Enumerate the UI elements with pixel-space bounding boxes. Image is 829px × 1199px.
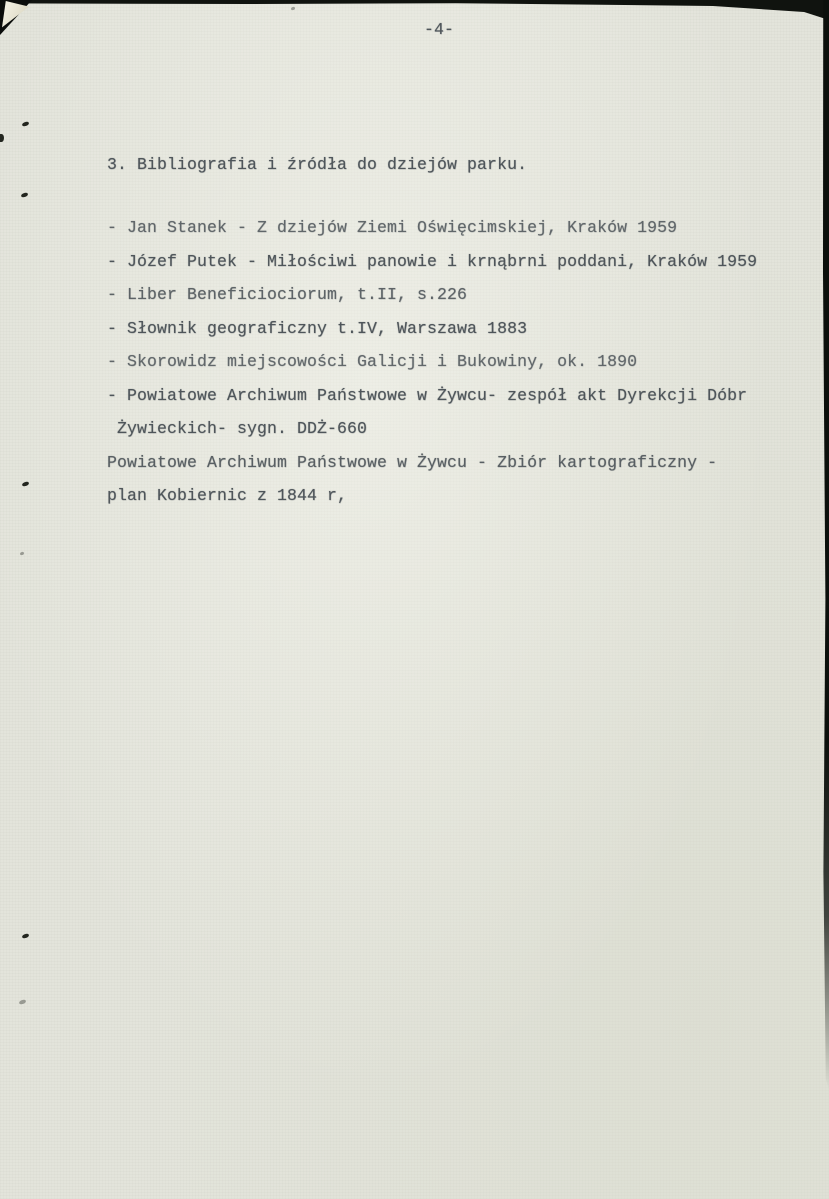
ink-speck (22, 481, 30, 487)
ink-speck (19, 999, 27, 1005)
scan-edge-right (821, 0, 829, 1090)
ink-speck (20, 552, 25, 556)
ink-speck (22, 933, 30, 939)
ink-speck (291, 7, 296, 11)
ink-speck (0, 134, 4, 142)
bibliography-line: - Jan Stanek - Z dziejów Ziemi Oświęcimskiej, Kraków 1959 (107, 218, 678, 237)
bibliography-line: - Powiatowe Archiwum Państwowe w Żywcu- zespół akt Dyrekcji Dóbr (107, 385, 748, 405)
bibliography-list (107, 211, 807, 513)
bibliography-line: plan Kobiernic z 1844 r, (107, 486, 348, 505)
ink-speck (22, 121, 30, 127)
bibliography-line: - Słownik geograficzny t.IV, Warszawa 1883 (107, 318, 528, 338)
section-heading: 3. Bibliografia i źródła do dziejów parku. (107, 155, 528, 174)
bibliography-line: Żywieckich- sygn. DDŻ-660 (117, 419, 368, 438)
scan-edge-top (0, 0, 829, 20)
bibliography-line: - Skorowidz miejscowości Galicji i Bukowiny, ok. 1890 (107, 352, 638, 371)
page-number: -4- (424, 20, 455, 39)
ink-speck (21, 192, 29, 198)
bibliography-line: - Józef Putek - Miłościwi panowie i krnąbrni poddani, Kraków 1959 (107, 251, 758, 271)
document-body (107, 148, 807, 513)
bibliography-line: Powiatowe Archiwum Państwowe w Żywcu - Zbiór kartograficzny - (107, 452, 718, 472)
bibliography-line: - Liber Beneficiociorum, t.II, s.226 (107, 285, 468, 304)
